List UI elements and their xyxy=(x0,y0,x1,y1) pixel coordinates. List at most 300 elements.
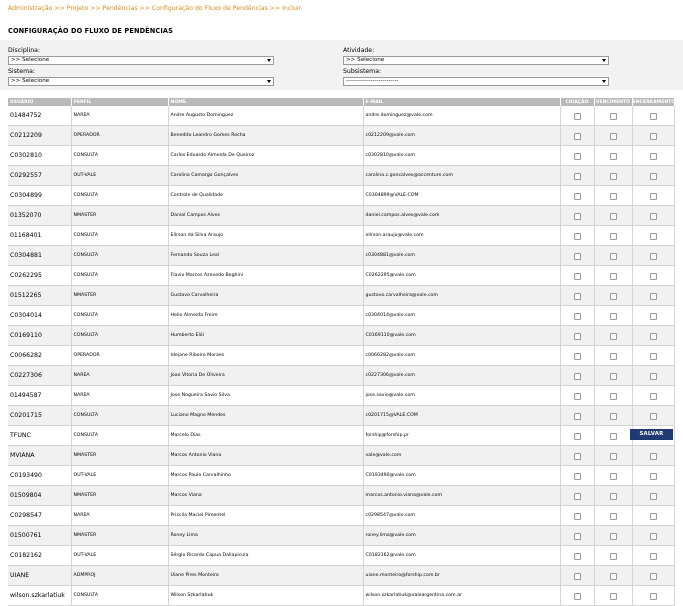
cell-email: c0201715@VALE.COM xyxy=(363,406,560,426)
cell-criacao xyxy=(560,266,594,286)
cell-email: andre.dominguez@vale.com xyxy=(363,106,560,126)
cell-criacao xyxy=(560,566,594,586)
table-row xyxy=(8,406,674,426)
encerramento-checkbox[interactable] xyxy=(650,233,657,240)
cell-email: gustavo.carvalheira@vale.com xyxy=(363,286,560,306)
cell-nome: Marcelo Dias xyxy=(168,426,363,446)
cell-vencimento xyxy=(594,106,632,126)
vencimento-checkbox[interactable] xyxy=(610,553,617,560)
cell-nome: Wilson Szkarlatiuk xyxy=(168,586,363,606)
cell-encerramento xyxy=(632,346,674,366)
cell-email: uiane.monteiro@forship.com.br xyxy=(363,566,560,586)
table-row xyxy=(8,506,674,526)
cell-usuario: C0193490 xyxy=(8,466,71,486)
vencimento-checkbox[interactable] xyxy=(610,573,617,580)
cell-usuario: 01494587 xyxy=(8,386,71,406)
cell-email: c0066282@vale.com xyxy=(363,346,560,366)
subsistema-select[interactable] xyxy=(343,77,609,86)
cell-nome: Marcos Viana xyxy=(168,486,363,506)
cell-criacao xyxy=(560,226,594,246)
cell-encerramento xyxy=(632,546,674,566)
cell-email: vale@vale.com xyxy=(363,446,560,466)
cell-email: C0182162@vale.com xyxy=(363,546,560,566)
table-row xyxy=(8,466,674,486)
criacao-checkbox[interactable] xyxy=(574,553,581,560)
table-row xyxy=(8,186,674,206)
cell-encerramento xyxy=(632,246,674,266)
cell-encerramento xyxy=(632,266,674,286)
cell-encerramento xyxy=(632,586,674,606)
cell-nome: Sérgio Ricardo Capua Dallapicula xyxy=(168,546,363,566)
table-row xyxy=(8,106,674,126)
encerramento-checkbox[interactable] xyxy=(650,493,657,500)
cell-vencimento xyxy=(594,166,632,186)
sistema-value: >> Selecione xyxy=(11,78,50,84)
table-row xyxy=(8,386,674,406)
cell-perfil: CONSULTA xyxy=(71,426,168,446)
cell-encerramento xyxy=(632,486,674,506)
chevron-down-icon xyxy=(267,59,271,62)
vencimento-checkbox[interactable] xyxy=(610,413,617,420)
table-row xyxy=(8,266,674,286)
vencimento-checkbox[interactable] xyxy=(610,353,617,360)
cell-usuario: 01500761 xyxy=(8,526,71,546)
cell-vencimento xyxy=(594,326,632,346)
cell-vencimento xyxy=(594,526,632,546)
cell-usuario: C0212209 xyxy=(8,126,71,146)
table-body xyxy=(8,106,674,606)
table-row xyxy=(8,486,674,506)
filter-panel xyxy=(0,40,683,90)
atividade-select[interactable] xyxy=(343,56,609,65)
cell-criacao xyxy=(560,206,594,226)
cell-perfil: CONSULTA xyxy=(71,246,168,266)
cell-email: c0304881@vale.com xyxy=(363,246,560,266)
cell-encerramento xyxy=(632,526,674,546)
encerramento-checkbox[interactable] xyxy=(650,593,657,600)
cell-email: c0212209@vale.com xyxy=(363,126,560,146)
cell-email: C0262295@vale.com xyxy=(363,266,560,286)
vencimento-checkbox[interactable] xyxy=(610,193,617,200)
encerramento-checkbox[interactable] xyxy=(650,153,657,160)
cell-nome: Carlos Eduardo Almeida De Queiroz xyxy=(168,146,363,166)
chevron-down-icon xyxy=(602,80,606,83)
cell-encerramento xyxy=(632,146,674,166)
save-button[interactable]: SALVAR xyxy=(630,429,673,440)
encerramento-checkbox[interactable] xyxy=(650,273,657,280)
cell-vencimento xyxy=(594,226,632,246)
criacao-checkbox[interactable] xyxy=(574,493,581,500)
cell-criacao xyxy=(560,486,594,506)
sistema-select[interactable] xyxy=(8,77,274,86)
cell-usuario: TFUNC xyxy=(8,426,71,446)
cell-perfil: OUT-VALE xyxy=(71,466,168,486)
vencimento-checkbox[interactable] xyxy=(610,213,617,220)
cell-criacao xyxy=(560,346,594,366)
criacao-checkbox[interactable] xyxy=(574,353,581,360)
cell-criacao xyxy=(560,106,594,126)
vencimento-checkbox[interactable] xyxy=(610,473,617,480)
table-row xyxy=(8,426,674,446)
encerramento-checkbox[interactable] xyxy=(650,193,657,200)
cell-vencimento xyxy=(594,246,632,266)
cell-nome: Idejane Ribeiro Moraes xyxy=(168,346,363,366)
cell-criacao xyxy=(560,526,594,546)
cell-encerramento xyxy=(632,306,674,326)
cell-criacao xyxy=(560,246,594,266)
column-header-email[interactable]: E-MAIL xyxy=(363,98,560,106)
cell-vencimento xyxy=(594,286,632,306)
cell-criacao xyxy=(560,366,594,386)
disciplina-label: Disciplina: xyxy=(8,47,40,54)
cell-vencimento xyxy=(594,506,632,526)
breadcrumb[interactable]: Administração >> Projeto >> Pendências >> Configuração do Fluxo de Pendências >> Incluir xyxy=(8,5,302,12)
cell-perfil: OUT-VALE xyxy=(71,166,168,186)
table-row xyxy=(8,206,674,226)
cell-vencimento xyxy=(594,406,632,426)
cell-usuario: C0227306 xyxy=(8,366,71,386)
column-header-nome[interactable]: NOME xyxy=(168,98,363,106)
cell-email: c0302810@vale.com xyxy=(363,146,560,166)
cell-perfil: OPERADOR xyxy=(71,346,168,366)
encerramento-checkbox[interactable] xyxy=(650,453,657,460)
table-row xyxy=(8,306,674,326)
cell-perfil: NMASTER xyxy=(71,286,168,306)
cell-encerramento xyxy=(632,446,674,466)
vencimento-checkbox[interactable] xyxy=(610,393,617,400)
criacao-checkbox[interactable] xyxy=(574,413,581,420)
cell-vencimento xyxy=(594,486,632,506)
encerramento-checkbox[interactable] xyxy=(650,413,657,420)
cell-vencimento xyxy=(594,206,632,226)
table-row xyxy=(8,246,674,266)
criacao-checkbox[interactable] xyxy=(574,333,581,340)
cell-encerramento xyxy=(632,326,674,346)
encerramento-checkbox[interactable] xyxy=(650,373,657,380)
encerramento-checkbox[interactable] xyxy=(650,533,657,540)
vencimento-checkbox[interactable] xyxy=(610,453,617,460)
cell-nome: Controle de Qualidade xyxy=(168,186,363,206)
criacao-checkbox[interactable] xyxy=(574,433,581,440)
cell-usuario: 01509804 xyxy=(8,486,71,506)
cell-encerramento xyxy=(632,186,674,206)
criacao-checkbox[interactable] xyxy=(574,313,581,320)
cell-email: c0298547@vale.com xyxy=(363,506,560,526)
cell-encerramento xyxy=(632,166,674,186)
cell-usuario: C0262295 xyxy=(8,266,71,286)
criacao-checkbox[interactable] xyxy=(574,253,581,260)
cell-perfil: CONSULTA xyxy=(71,266,168,286)
vencimento-checkbox[interactable] xyxy=(610,233,617,240)
cell-nome: Luciano Magno Mendes xyxy=(168,406,363,426)
cell-encerramento xyxy=(632,406,674,426)
cell-email: C0304899@VALE.COM xyxy=(363,186,560,206)
cell-perfil: CONSULTA xyxy=(71,306,168,326)
cell-nome: Uiane Pires Monteiro xyxy=(168,566,363,586)
cell-criacao xyxy=(560,126,594,146)
cell-email: jose.savio@vale.com xyxy=(363,386,560,406)
criacao-checkbox[interactable] xyxy=(574,133,581,140)
table-row xyxy=(8,326,674,346)
table-row xyxy=(8,226,674,246)
cell-nome: Marcos Paulo Carvalhinho xyxy=(168,466,363,486)
cell-vencimento xyxy=(594,346,632,366)
cell-perfil: OUT-VALE xyxy=(71,546,168,566)
vencimento-checkbox[interactable] xyxy=(610,293,617,300)
cell-criacao xyxy=(560,466,594,486)
disciplina-select[interactable] xyxy=(8,56,274,65)
encerramento-checkbox[interactable] xyxy=(650,473,657,480)
cell-usuario: C0066282 xyxy=(8,346,71,366)
cell-nome: Flavio Marcos Azevedo Beghini xyxy=(168,266,363,286)
encerramento-checkbox[interactable] xyxy=(650,313,657,320)
chevron-down-icon xyxy=(267,80,271,83)
vencimento-checkbox[interactable] xyxy=(610,133,617,140)
cell-nome: Ellrson da Silva Araujo xyxy=(168,226,363,246)
cell-usuario: C0304881 xyxy=(8,246,71,266)
cell-email: roney.lima@vale.com xyxy=(363,526,560,546)
cell-usuario: C0169110 xyxy=(8,326,71,346)
criacao-checkbox[interactable] xyxy=(574,573,581,580)
cell-usuario: wilson.szkarlatiuk xyxy=(8,586,71,606)
encerramento-checkbox[interactable] xyxy=(650,173,657,180)
users-table xyxy=(8,98,675,606)
cell-nome: Joao Vitoria De Oliveira xyxy=(168,366,363,386)
cell-criacao xyxy=(560,166,594,186)
cell-perfil: CONSULTA xyxy=(71,406,168,426)
cell-nome: Jose Nogueira Savio Silva xyxy=(168,386,363,406)
column-header-usuario[interactable]: USUÁRIO xyxy=(8,98,71,106)
cell-usuario: C0302810 xyxy=(8,146,71,166)
cell-perfil: NMASTER xyxy=(71,206,168,226)
column-header-criacao[interactable]: CRIAÇÃO xyxy=(560,98,594,106)
vencimento-checkbox[interactable] xyxy=(610,313,617,320)
vencimento-checkbox[interactable] xyxy=(610,493,617,500)
cell-email: wilson.szkarlatiuk@valeargentina.com.ar xyxy=(363,586,560,606)
cell-email: c0304014@vale.com xyxy=(363,306,560,326)
criacao-checkbox[interactable] xyxy=(574,273,581,280)
cell-criacao xyxy=(560,306,594,326)
cell-usuario: 01484752 xyxy=(8,106,71,126)
cell-nome: Priscila Maciel Pimentel xyxy=(168,506,363,526)
vencimento-checkbox[interactable] xyxy=(610,593,617,600)
cell-usuario: MVIANA xyxy=(8,446,71,466)
cell-criacao xyxy=(560,446,594,466)
column-header-vencimento[interactable]: VENCIMENTO xyxy=(595,99,631,105)
cell-vencimento xyxy=(594,126,632,146)
cell-nome: Fernando Souza Leal xyxy=(168,246,363,266)
table-row xyxy=(8,566,674,586)
cell-perfil: NMASTER xyxy=(71,486,168,506)
criacao-checkbox[interactable] xyxy=(574,393,581,400)
cell-perfil: NAREA xyxy=(71,506,168,526)
cell-nome: Benedito Leandro Gomes Rocha xyxy=(168,126,363,146)
encerramento-checkbox[interactable] xyxy=(650,293,657,300)
cell-nome: Carolina Camargo Gonçalves xyxy=(168,166,363,186)
table-row xyxy=(8,126,674,146)
criacao-checkbox[interactable] xyxy=(574,453,581,460)
vencimento-checkbox[interactable] xyxy=(610,173,617,180)
cell-usuario: C0298547 xyxy=(8,506,71,526)
encerramento-checkbox[interactable] xyxy=(650,393,657,400)
cell-email: forship@forship.pr xyxy=(363,426,560,446)
cell-perfil: CONSULTA xyxy=(71,326,168,346)
criacao-checkbox[interactable] xyxy=(574,373,581,380)
criacao-checkbox[interactable] xyxy=(574,513,581,520)
cell-vencimento xyxy=(594,466,632,486)
table-row xyxy=(8,586,674,606)
criacao-checkbox[interactable] xyxy=(574,473,581,480)
table-row xyxy=(8,166,674,186)
cell-encerramento xyxy=(632,206,674,226)
table-row xyxy=(8,346,674,366)
cell-vencimento xyxy=(594,266,632,286)
cell-usuario: C0201715 xyxy=(8,406,71,426)
cell-perfil: NMASTER xyxy=(71,446,168,466)
vencimento-checkbox[interactable] xyxy=(610,153,617,160)
cell-encerramento xyxy=(632,366,674,386)
encerramento-checkbox[interactable] xyxy=(650,113,657,120)
cell-nome: Humberto Elói xyxy=(168,326,363,346)
cell-perfil: CONSULTA xyxy=(71,226,168,246)
atividade-label: Atividade: xyxy=(343,47,375,54)
vencimento-checkbox[interactable] xyxy=(610,533,617,540)
page-title: CONFIGURAÇÃO DO FLUXO DE PENDÊNCIAS xyxy=(8,27,173,35)
cell-criacao xyxy=(560,186,594,206)
cell-usuario: 01168401 xyxy=(8,226,71,246)
cell-perfil: OPERADOR xyxy=(71,126,168,146)
table-row xyxy=(8,546,674,566)
cell-encerramento xyxy=(632,386,674,406)
cell-email: daniel.campos.alves@vale.com xyxy=(363,206,560,226)
encerramento-checkbox[interactable] xyxy=(650,353,657,360)
cell-encerramento xyxy=(632,566,674,586)
cell-vencimento xyxy=(594,426,632,446)
atividade-value: >> Selecione xyxy=(346,57,385,63)
vencimento-checkbox[interactable] xyxy=(610,433,617,440)
table-row xyxy=(8,446,674,466)
cell-criacao xyxy=(560,506,594,526)
cell-nome: Marcos Antonio Viana xyxy=(168,446,363,466)
cell-perfil: NAREA xyxy=(71,366,168,386)
subsistema-label: Subsistema: xyxy=(343,68,382,75)
cell-criacao xyxy=(560,326,594,346)
cell-encerramento xyxy=(632,226,674,246)
encerramento-checkbox[interactable] xyxy=(650,253,657,260)
criacao-checkbox[interactable] xyxy=(574,193,581,200)
criacao-checkbox[interactable] xyxy=(574,593,581,600)
criacao-checkbox[interactable] xyxy=(574,213,581,220)
cell-email: carolina.c.goncalves@accenture.com xyxy=(363,166,560,186)
cell-email: C0193490@vale.com xyxy=(363,466,560,486)
cell-nome: Helio Almeida Freire xyxy=(168,306,363,326)
cell-perfil: CONSULTA xyxy=(71,186,168,206)
vencimento-checkbox[interactable] xyxy=(610,253,617,260)
cell-usuario: C0304014 xyxy=(8,306,71,326)
cell-criacao xyxy=(560,386,594,406)
encerramento-checkbox[interactable] xyxy=(650,333,657,340)
cell-perfil: ADMPROJ xyxy=(71,566,168,586)
cell-criacao xyxy=(560,426,594,446)
cell-nome: Roney Lima xyxy=(168,526,363,546)
criacao-checkbox[interactable] xyxy=(574,233,581,240)
cell-perfil: NAREA xyxy=(71,106,168,126)
cell-encerramento xyxy=(632,506,674,526)
cell-perfil: NAREA xyxy=(71,386,168,406)
cell-criacao xyxy=(560,286,594,306)
vencimento-checkbox[interactable] xyxy=(610,273,617,280)
cell-criacao xyxy=(560,546,594,566)
cell-perfil: NMASTER xyxy=(71,526,168,546)
cell-vencimento xyxy=(594,546,632,566)
subsistema-value: -------------------------- xyxy=(346,78,399,84)
cell-nome: Gustavo Carvalheira xyxy=(168,286,363,306)
sistema-label: Sistema: xyxy=(8,68,36,75)
encerramento-checkbox[interactable] xyxy=(650,513,657,520)
column-header-encerramento[interactable]: ENCERRAMENTO xyxy=(632,99,676,105)
cell-nome: Andre Augusto Dominguez xyxy=(168,106,363,126)
cell-vencimento xyxy=(594,146,632,166)
column-header-perfil[interactable]: PERFIL xyxy=(71,98,168,106)
cell-vencimento xyxy=(594,446,632,466)
cell-usuario: 01352070 xyxy=(8,206,71,226)
cell-criacao xyxy=(560,586,594,606)
cell-nome: Danial Campos Alves xyxy=(168,206,363,226)
disciplina-value: >> Selecione xyxy=(11,57,50,63)
cell-vencimento xyxy=(594,366,632,386)
cell-usuario: UIANE xyxy=(8,566,71,586)
cell-usuario: 01512265 xyxy=(8,286,71,306)
criacao-checkbox[interactable] xyxy=(574,113,581,120)
cell-usuario: C0292557 xyxy=(8,166,71,186)
vencimento-checkbox[interactable] xyxy=(610,373,617,380)
criacao-checkbox[interactable] xyxy=(574,153,581,160)
cell-vencimento xyxy=(594,386,632,406)
cell-vencimento xyxy=(594,566,632,586)
encerramento-checkbox[interactable] xyxy=(650,133,657,140)
cell-encerramento xyxy=(632,126,674,146)
cell-perfil: CONSULTA xyxy=(71,146,168,166)
cell-encerramento xyxy=(632,466,674,486)
vencimento-checkbox[interactable] xyxy=(610,513,617,520)
cell-criacao xyxy=(560,406,594,426)
cell-vencimento xyxy=(594,306,632,326)
cell-email: c0227306@vale.com xyxy=(363,366,560,386)
cell-email: ellrson.araujo@vale.com xyxy=(363,226,560,246)
cell-criacao xyxy=(560,146,594,166)
vencimento-checkbox[interactable] xyxy=(610,333,617,340)
table-row xyxy=(8,286,674,306)
encerramento-checkbox[interactable] xyxy=(650,213,657,220)
criacao-checkbox[interactable] xyxy=(574,293,581,300)
cell-encerramento xyxy=(632,286,674,306)
table-header-row xyxy=(8,98,674,106)
cell-vencimento xyxy=(594,586,632,606)
cell-vencimento xyxy=(594,186,632,206)
table-row xyxy=(8,526,674,546)
criacao-checkbox[interactable] xyxy=(574,533,581,540)
cell-email: C0169110@vale.com xyxy=(363,326,560,346)
vencimento-checkbox[interactable] xyxy=(610,113,617,120)
table-row xyxy=(8,366,674,386)
chevron-down-icon xyxy=(602,59,606,62)
encerramento-checkbox[interactable] xyxy=(650,573,657,580)
cell-perfil: CONSULTA xyxy=(71,586,168,606)
cell-encerramento xyxy=(632,106,674,126)
criacao-checkbox[interactable] xyxy=(574,173,581,180)
encerramento-checkbox[interactable] xyxy=(650,553,657,560)
cell-usuario: C0182162 xyxy=(8,546,71,566)
